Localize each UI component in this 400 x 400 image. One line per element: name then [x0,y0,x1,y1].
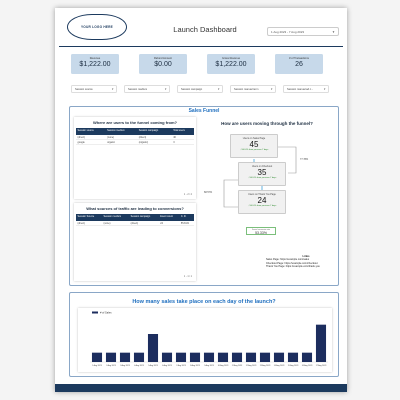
footer-bar [55,384,347,392]
funnel-step-change: ↑ 100.0% from previous 7 days [239,149,269,151]
x-tick-label: 16 Aug 2023 [301,365,313,367]
x-tick-label: 7 Aug 2023 [176,365,186,367]
chart-bar[interactable] [162,353,172,362]
table-pager[interactable]: 1 - 2 / 2 [183,193,192,196]
table-cell: (direct) [76,221,102,226]
chart-bar[interactable] [92,353,102,362]
chevron-down-icon: ▼ [270,88,273,91]
panel-title: Where are users to the funnel coming from? [92,120,177,125]
x-tick-label: 4 Aug 2023 [134,365,144,367]
table-pager[interactable]: 1 - 1 / 1 [183,275,192,278]
dropoff-thankyou-label: 68.57% [204,191,213,194]
x-tick-label: 14 Aug 2023 [273,365,285,367]
chart-bar[interactable] [148,334,158,362]
table-cell: google [76,140,106,145]
kpi-card-refund [139,54,187,74]
column-header[interactable]: Session campaign [137,128,171,135]
x-tick-label: 15 Aug 2023 [287,365,299,367]
x-tick-label: 11 Aug 2023 [231,365,243,367]
funnel-step-change: ↑ 100.0% from previous 7 days [247,177,277,179]
funnel-conversion-rate [246,227,276,235]
funnel-step-label: Users on Checkout [251,165,273,168]
x-tick-label: 17 Aug 2023 [315,365,327,367]
chart-bar[interactable] [260,353,270,362]
header [55,8,347,44]
funnel-step-change: ↑ 100.0% from previous 7 days [247,205,277,207]
table-cell: (direct) [137,135,171,140]
filter-session-medium[interactable] [124,85,170,93]
kpi-label: # of Transactions [289,57,309,60]
column-header[interactable]: Total users [172,128,194,135]
connector-line [224,180,238,207]
chart-bar[interactable] [218,353,228,362]
daily-sales-chart-panel [78,308,332,372]
sales-page-link[interactable]: Sales Page: https://example.com/sales [266,258,310,262]
sales-funnel-section [69,106,339,286]
x-tick-label: 5 Aug 2023 [148,365,158,367]
funnel-title: How are users moving through the funnel? [221,121,313,126]
filter-label: Session campaign [181,88,203,91]
kpi-label: Revenue [89,57,101,60]
column-header[interactable]: Session medium [102,214,129,221]
section-title: How many sales take place on each day of the launch? [132,299,276,305]
x-tick-label: 10 Aug 2023 [217,365,229,367]
column-header[interactable]: Session medium [106,128,138,135]
chevron-down-icon: ▼ [332,30,335,34]
chart-bar[interactable] [190,353,200,362]
traffic-table [76,128,194,145]
section-title: Sales Funnel [188,108,220,114]
links-title: Links [302,255,310,258]
chevron-down-icon: ▼ [111,88,114,91]
chart-bar[interactable] [316,325,326,362]
chevron-down-icon: ▼ [164,88,167,91]
table-cell: 3 [172,140,194,145]
page-title: Launch Dashboard [173,25,237,34]
chart-bar[interactable] [246,353,256,362]
logo: YOUR LOGO HERE [67,14,127,40]
column-header[interactable]: Session source [76,128,106,135]
chart-bar[interactable] [288,353,298,362]
header-divider [59,46,343,47]
table-row [76,221,194,226]
chart-bar[interactable] [204,353,214,362]
filter-label: Session medium [128,88,148,91]
chevron-down-icon: ▼ [323,88,326,91]
daily-sales-section [69,292,339,377]
x-tick-label: 12 Aug 2023 [245,365,257,367]
column-header[interactable]: Event count [159,214,180,221]
table-cell: 24 [159,221,180,226]
table-cell: 40 [172,135,194,140]
panel-title: What sources of traffic are leading to conversions? [86,206,184,211]
conversion-value: 53.33% [255,230,267,235]
table-cell: organic [106,140,138,145]
conversion-label: Funnel conversion rate [251,228,271,231]
filter-row [71,85,341,93]
checkout-page-link[interactable]: Checkout Page: https://example.com/checkout [266,261,318,265]
kpi-row [71,54,341,74]
funnel-step-value: 45 [249,140,259,149]
links-block [266,255,346,269]
chart-bar[interactable] [120,353,130,362]
funnel-step-label: Users on Thank You Page [248,193,276,196]
x-tick-label: 1 Aug 2023 [92,365,102,367]
chart-bar[interactable] [134,353,144,362]
funnel-step-value: 24 [257,196,267,205]
column-header[interactable]: Session campaign [129,214,159,221]
chart-bar[interactable] [232,353,242,362]
filter-label: Session source [75,88,93,91]
chart-bar[interactable] [302,353,312,362]
date-range-picker[interactable] [267,27,339,36]
daily-sales-chart [78,308,332,372]
filter-session-manual-ad[interactable] [283,85,329,93]
x-tick-label: 6 Aug 2023 [162,365,172,367]
column-header[interactable]: C. R. [179,214,194,221]
kpi-label: Refund Amount [154,57,172,60]
chart-bar[interactable] [274,353,284,362]
table-cell: (direct) [129,221,159,226]
x-tick-label: 13 Aug 2023 [259,365,271,367]
funnel-step-value: 35 [257,168,267,177]
filter-label: Session manual term [234,88,259,91]
conversion-sources-panel [74,203,196,281]
table-row [76,140,194,145]
filter-session-campaign[interactable] [177,85,223,93]
x-tick-label: 9 Aug 2023 [204,365,214,367]
legend-swatch [92,312,98,314]
dashboard-page [55,8,347,392]
traffic-sources-panel [74,117,196,199]
kpi-card-transactions [275,54,323,74]
x-tick-label: 3 Aug 2023 [120,365,130,367]
x-tick-label: 2 Aug 2023 [106,365,116,367]
kpi-value: $1,222.00 [215,61,247,68]
dropoff-checkout-label: 77.78% [300,158,309,161]
conversion-table [76,214,194,226]
filter-session-manual-term[interactable] [230,85,276,93]
kpi-value: $1,222.00 [79,61,111,68]
date-range-label: 1 Aug 2023 - 7 Aug 2023 [271,29,305,34]
chevron-down-icon: ▼ [217,88,220,91]
kpi-value: 26 [295,61,303,68]
kpi-card-revenue [71,54,119,74]
x-tick-label: 8 Aug 2023 [190,365,200,367]
funnel-step-sales-page [230,134,278,158]
column-header[interactable]: Session Source [76,214,102,221]
kpi-card-gross-revenue [207,54,255,74]
table-cell: (none) [102,221,129,226]
table-cell: (none) [106,135,138,140]
chart-bar[interactable] [176,353,186,362]
filter-session-source[interactable] [71,85,117,93]
table-cell: 55.81% [179,221,194,226]
thank-you-page-link[interactable]: Thank You Page: https://example.com/thank-you [266,265,320,269]
funnel-step-thank-you [238,190,286,214]
funnel-step-checkout [238,162,286,186]
kpi-label: Gross Revenue [221,57,241,60]
legend-label: # of Sales [100,311,112,315]
table-cell: (organic) [137,140,171,145]
chart-bar[interactable] [106,353,116,362]
table-cell: (direct) [76,135,106,140]
kpi-value: $0.00 [154,61,172,68]
filter-label: Session manual ad c... [287,88,314,91]
funnel-step-label: Users on Sales Page [242,137,266,140]
